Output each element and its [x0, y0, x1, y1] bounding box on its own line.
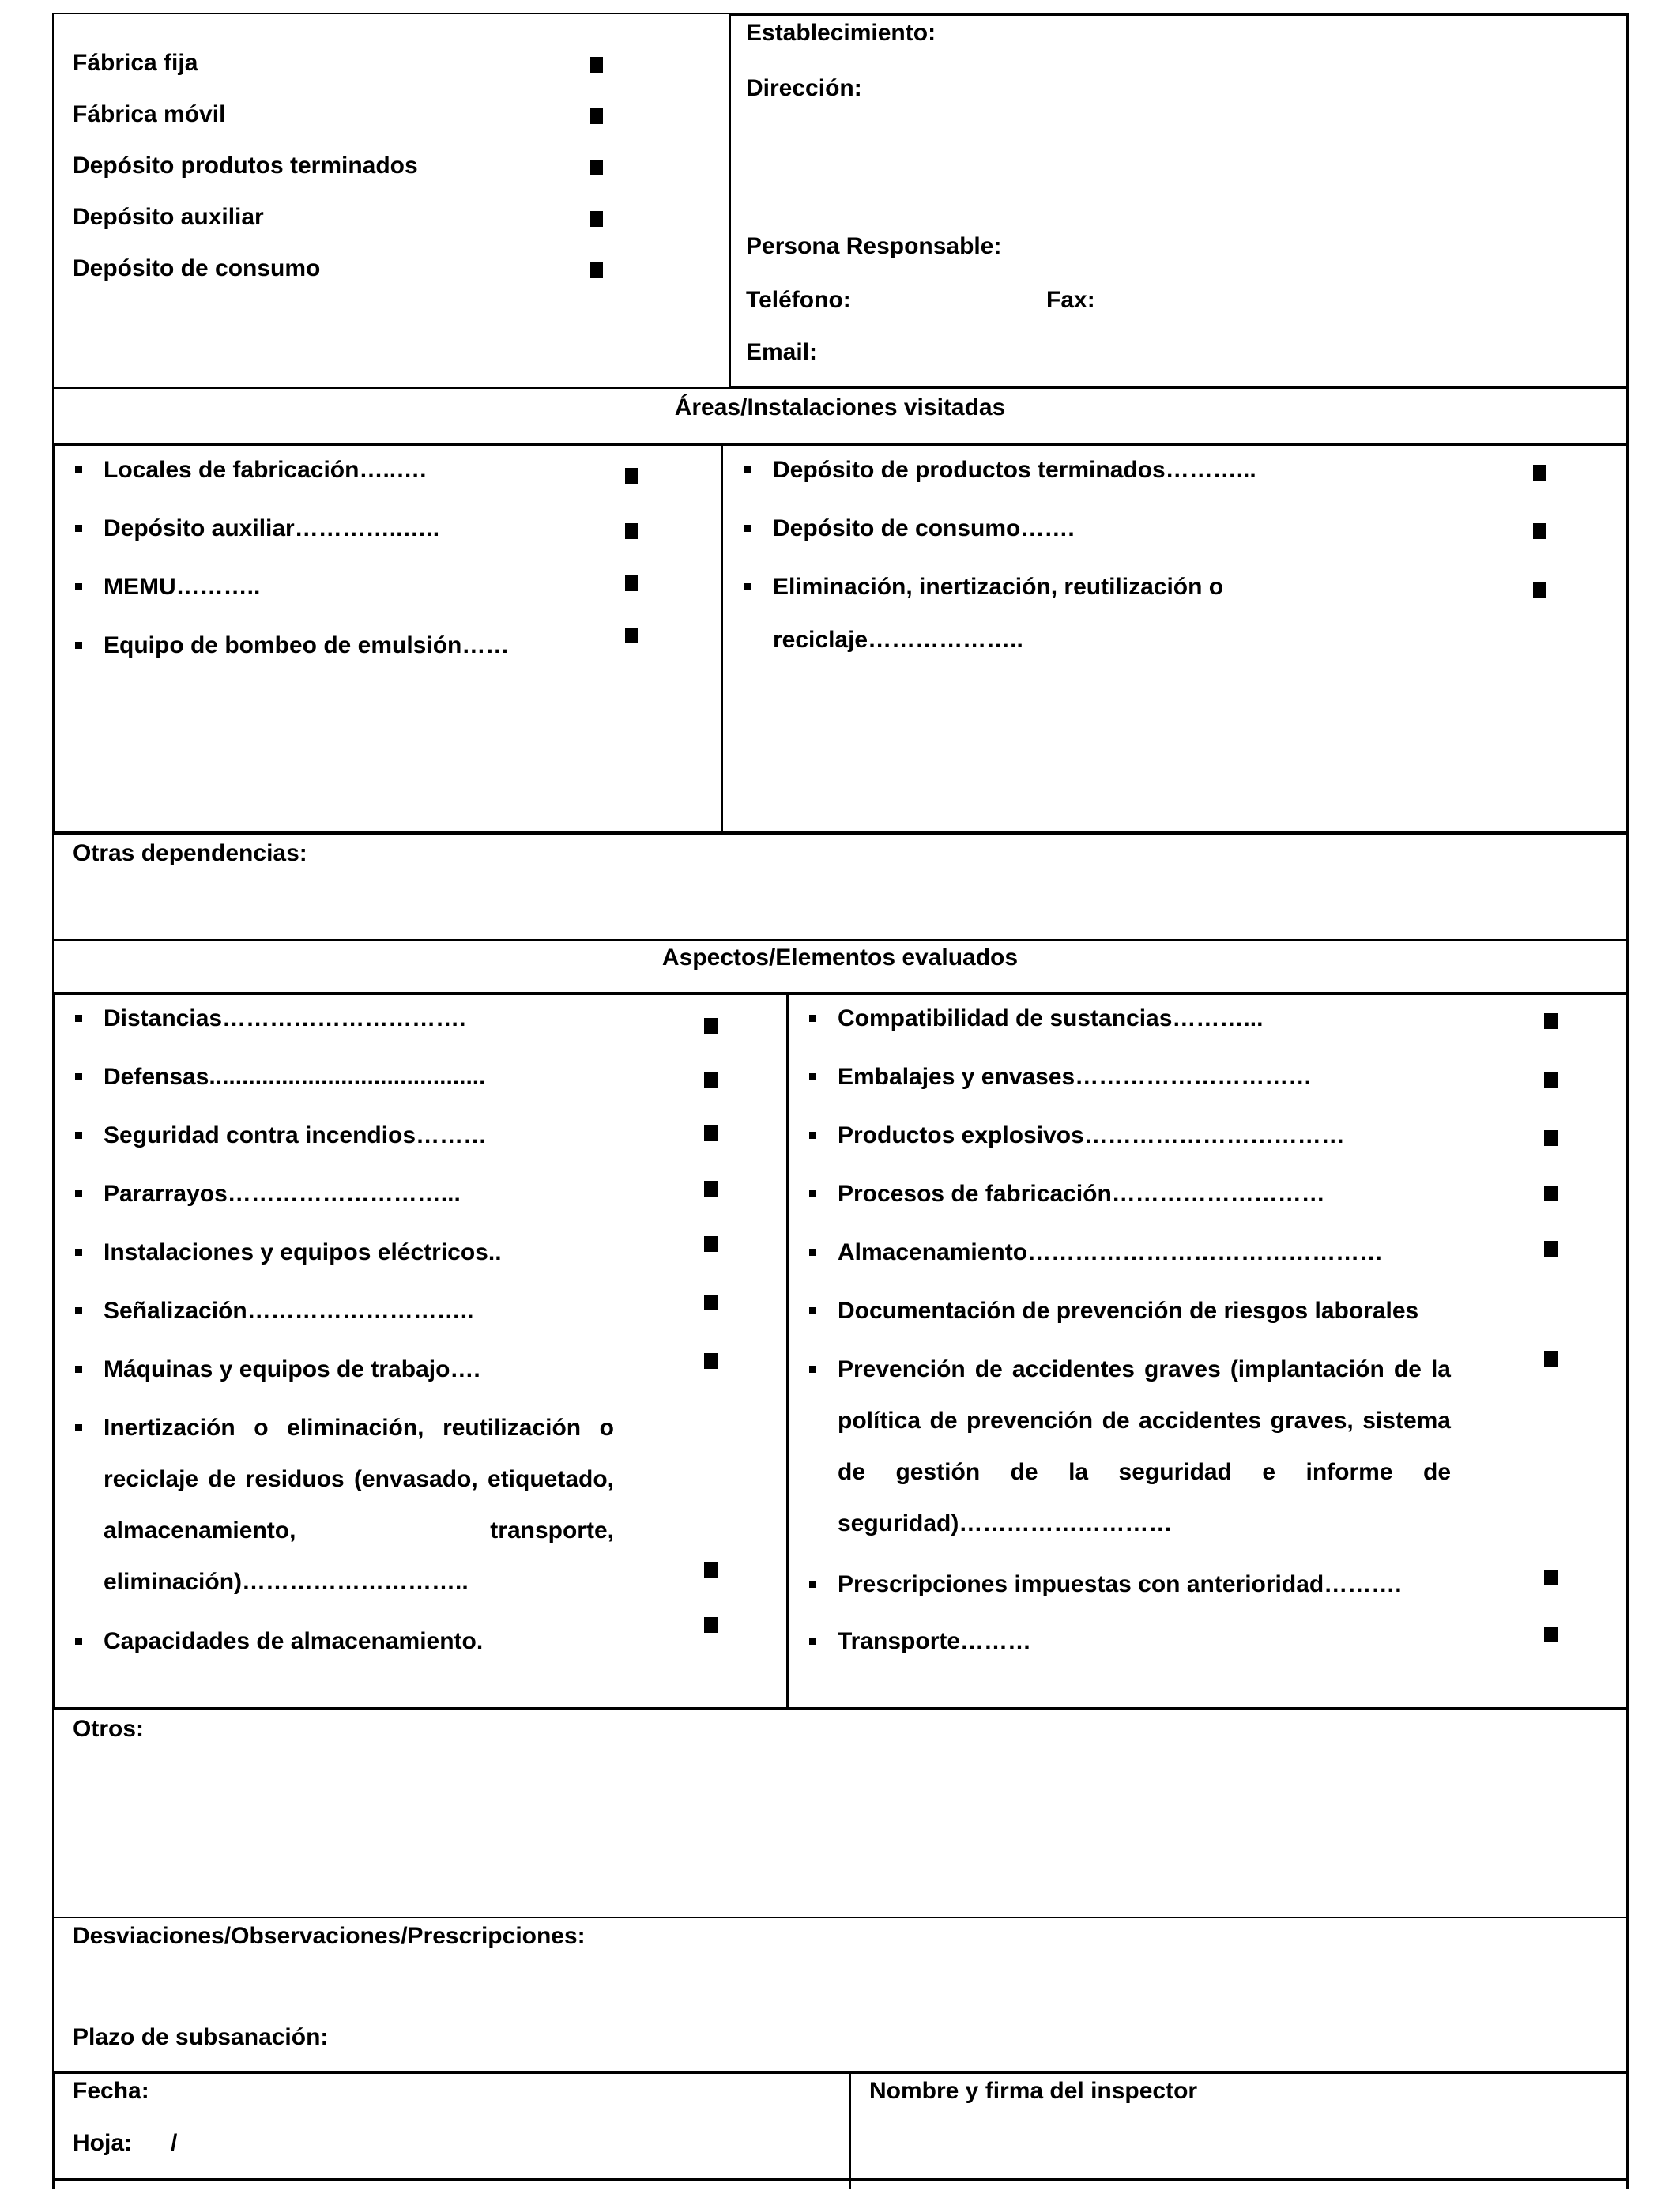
bullet-icon	[809, 1190, 816, 1197]
text-line: Inertización o eliminación, reutilización o	[104, 1415, 614, 1441]
checkbox-prevencion-accidentes[interactable]	[1544, 1351, 1558, 1367]
telefono-label: Teléfono:	[746, 287, 851, 313]
fax-label: Fax:	[1046, 287, 1095, 313]
bullet-icon	[809, 1307, 816, 1314]
inspector-signature-label: Nombre y firma del inspector	[869, 2078, 1198, 2104]
aspecto-embalajes: Embalajes y envases…………………………	[838, 1064, 1313, 1090]
bullet-icon	[809, 1581, 816, 1588]
checkbox-compatibilidad[interactable]	[1544, 1013, 1558, 1029]
bullet-icon	[75, 1190, 82, 1197]
persona-responsable-label: Persona Responsable:	[746, 233, 1002, 259]
hoja-separator: /	[171, 2130, 178, 2156]
fecha-label: Fecha:	[73, 2078, 149, 2104]
checkbox-deposito-auxiliar[interactable]	[590, 211, 603, 227]
checkbox-bombeo-emulsion[interactable]	[625, 628, 638, 643]
checkbox-distancias[interactable]	[704, 1018, 718, 1034]
desviaciones-label: Desviaciones/Observaciones/Prescripciones:	[73, 1923, 586, 1949]
area-item-memu: MEMU………..	[104, 574, 261, 600]
bullet-icon	[809, 1015, 816, 1022]
areas-section-title: Áreas/Instalaciones visitadas	[674, 394, 1006, 420]
checkbox-instalaciones-electricas[interactable]	[704, 1236, 718, 1252]
aspecto-documentacion-prl: Documentación de prevención de riesgos laborales	[838, 1298, 1419, 1324]
aspecto-instalaciones-electricas: Instalaciones y equipos eléctricos..	[104, 1239, 502, 1265]
area-item-eliminacion-cont: reciclaje………………..	[773, 627, 1023, 653]
bullet-icon	[809, 1132, 816, 1139]
aspecto-productos-explosivos: Productos explosivos……………………………	[838, 1122, 1345, 1148]
bullet-icon	[75, 1073, 82, 1080]
bullet-icon	[75, 1249, 82, 1256]
checkbox-transporte[interactable]	[1544, 1627, 1558, 1642]
type-label-fabrica-movil: Fábrica móvil	[73, 101, 226, 127]
text-line: reciclaje de residuos (envasado, etiquetado,	[104, 1466, 614, 1492]
text-line: eliminación)………………………..	[104, 1569, 469, 1595]
bullet-icon	[744, 466, 751, 473]
aspecto-distancias: Distancias………………………….	[104, 1005, 466, 1031]
aspecto-prevencion-accidentes	[838, 1344, 1451, 1549]
checkbox-almacenamiento[interactable]	[1544, 1241, 1558, 1257]
checkbox-area-deposito-terminados[interactable]	[1533, 465, 1546, 481]
text-line: de gestión de la seguridad e informe de	[838, 1459, 1451, 1485]
bullet-icon	[809, 1638, 816, 1645]
area-item-eliminacion: Eliminación, inertización, reutilización o	[773, 574, 1224, 600]
area-item-deposito-auxiliar: Depósito auxiliar…………..…..	[104, 515, 440, 541]
checkbox-deposito-consumo[interactable]	[590, 262, 603, 278]
email-label: Email:	[746, 339, 818, 365]
establecimiento-label: Establecimiento:	[746, 20, 936, 46]
checkbox-inertizacion-residuos[interactable]	[704, 1562, 718, 1578]
bullet-icon	[75, 1132, 82, 1139]
checkbox-capacidades-almacenamiento[interactable]	[704, 1617, 718, 1633]
aspectos-section-title: Aspectos/Elementos evaluados	[661, 944, 1019, 971]
aspecto-almacenamiento: Almacenamiento………………………………………	[838, 1239, 1384, 1265]
plazo-subsanacion-label: Plazo de subsanación:	[73, 2024, 329, 2050]
bullet-icon	[744, 583, 751, 590]
bullet-icon	[744, 525, 751, 532]
bullet-icon	[75, 1424, 82, 1431]
direccion-label: Dirección:	[746, 75, 862, 101]
aspecto-prescripciones: Prescripciones impuestas con anterioridad……….	[838, 1571, 1402, 1597]
checkbox-defensas[interactable]	[704, 1072, 718, 1088]
aspecto-transporte: Transporte………	[838, 1628, 1032, 1654]
otros-label: Otros:	[73, 1716, 144, 1742]
aspecto-senalizacion: Señalización………………………..	[104, 1298, 474, 1324]
bullet-icon	[809, 1249, 816, 1256]
checkbox-eliminacion[interactable]	[1533, 582, 1546, 598]
checkbox-senalizacion[interactable]	[704, 1295, 718, 1310]
checkbox-procesos-fabricacion[interactable]	[1544, 1186, 1558, 1201]
bullet-icon	[75, 466, 82, 473]
bullet-icon	[75, 525, 82, 532]
otras-dependencias-label: Otras dependencias:	[73, 840, 307, 866]
area-item-locales-fabricacion: Locales de fabricación…..….	[104, 457, 427, 483]
aspecto-compatibilidad: Compatibilidad de sustancias………...	[838, 1005, 1264, 1031]
type-label-fabrica-fija: Fábrica fija	[73, 50, 198, 76]
bullet-icon	[75, 1307, 82, 1314]
bullet-icon	[75, 1638, 82, 1645]
checkbox-fabrica-fija[interactable]	[590, 57, 603, 73]
bullet-icon	[75, 1015, 82, 1022]
bullet-icon	[809, 1366, 816, 1373]
bullet-icon	[75, 1366, 82, 1373]
text-line: almacenamiento, transporte,	[104, 1517, 614, 1544]
checkbox-area-deposito-auxiliar[interactable]	[625, 523, 638, 539]
bullet-icon	[75, 642, 82, 649]
hoja-label: Hoja:	[73, 2130, 132, 2156]
checkbox-fabrica-movil[interactable]	[590, 108, 603, 124]
checkbox-embalajes[interactable]	[1544, 1072, 1558, 1088]
aspecto-maquinas-equipos: Máquinas y equipos de trabajo….	[104, 1356, 480, 1382]
checkbox-pararrayos[interactable]	[704, 1181, 718, 1197]
type-label-deposito-auxiliar: Depósito auxiliar	[73, 204, 264, 230]
aspecto-seguridad-incendios: Seguridad contra incendios………	[104, 1122, 488, 1148]
checkbox-deposito-terminados[interactable]	[590, 160, 603, 175]
aspecto-pararrayos: Pararrayos………………………...	[104, 1181, 461, 1207]
area-item-deposito-terminados: Depósito de productos terminados………...	[773, 457, 1256, 483]
aspecto-procesos-fabricacion: Procesos de fabricación………………………	[838, 1181, 1325, 1207]
checkbox-area-deposito-consumo[interactable]	[1533, 523, 1546, 539]
aspecto-capacidades-almacenamiento: Capacidades de almacenamiento.	[104, 1628, 484, 1654]
area-item-bombeo-emulsion: Equipo de bombeo de emulsión……	[104, 632, 510, 658]
checkbox-prescripciones[interactable]	[1544, 1570, 1558, 1585]
checkbox-seguridad-incendios[interactable]	[704, 1125, 718, 1141]
type-label-deposito-consumo: Depósito de consumo	[73, 255, 321, 281]
text-line: seguridad)………………………	[838, 1510, 1173, 1536]
checkbox-memu[interactable]	[625, 575, 638, 591]
text-line: política de prevención de accidentes graves, sistema	[838, 1408, 1451, 1434]
type-label-deposito-terminados: Depósito produtos terminados	[73, 153, 418, 179]
checkbox-productos-explosivos[interactable]	[1544, 1130, 1558, 1146]
checkbox-maquinas-equipos[interactable]	[704, 1353, 718, 1369]
text-line: Prevención de accidentes graves (implantación de la	[838, 1356, 1451, 1382]
checkbox-locales-fabricacion[interactable]	[625, 468, 638, 484]
aspecto-defensas: Defensas..........................................	[104, 1064, 486, 1090]
bullet-icon	[809, 1073, 816, 1080]
bullet-icon	[75, 583, 82, 590]
aspecto-inertizacion-residuos	[104, 1402, 614, 1608]
area-item-deposito-consumo: Depósito de consumo…….	[773, 515, 1075, 541]
